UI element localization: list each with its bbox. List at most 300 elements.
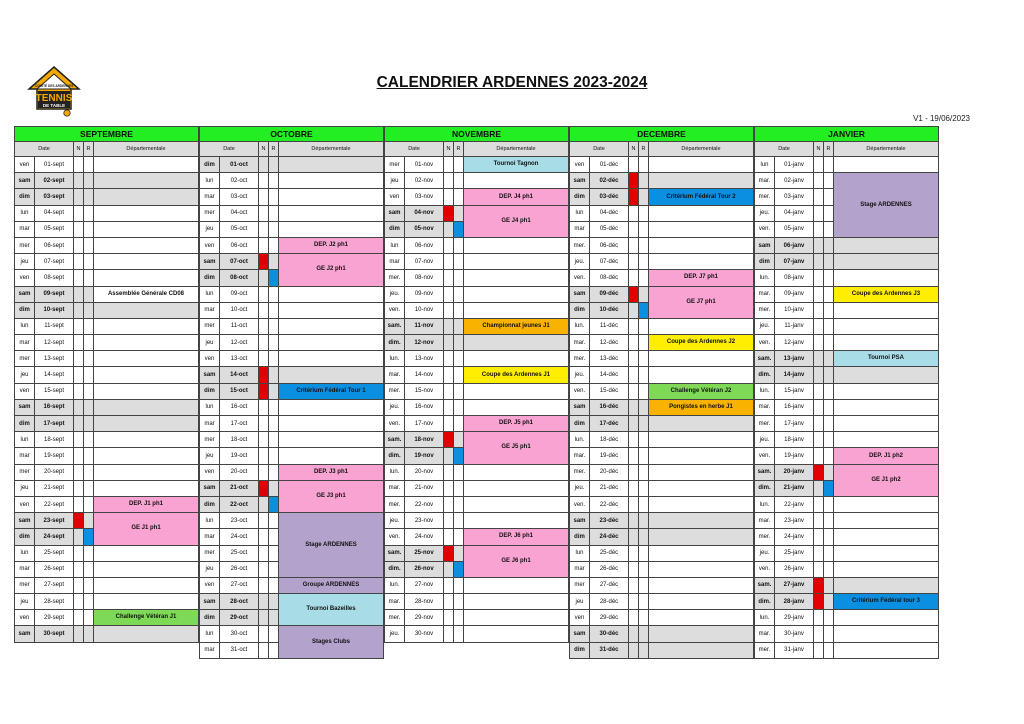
- column-header-date: Date: [385, 142, 444, 157]
- day-name: ven.: [570, 383, 590, 399]
- event-cell-empty: [464, 286, 569, 302]
- day-name: ven: [200, 237, 220, 253]
- r-marker: [269, 610, 279, 626]
- day-name: mer: [570, 577, 590, 593]
- date-cell: 24-sept: [35, 529, 74, 545]
- calendar-row: [15, 545, 939, 561]
- calendar-row: [15, 173, 939, 189]
- r-marker: [639, 432, 649, 448]
- date-cell: 29-sept: [35, 610, 74, 626]
- day-name: sam: [570, 173, 590, 189]
- event-cell-empty: [94, 367, 199, 383]
- day-name: dim.: [755, 367, 775, 383]
- n-marker: [259, 157, 269, 173]
- date-cell: 18-oct: [220, 432, 259, 448]
- day-name: jeu: [15, 480, 35, 496]
- n-marker: [259, 545, 269, 561]
- day-name: ven: [15, 270, 35, 286]
- n-marker: [444, 513, 454, 529]
- date-cell: 07-déc: [590, 254, 629, 270]
- n-marker: [814, 496, 824, 512]
- event-cell-empty: [649, 367, 754, 383]
- date-cell: 08-nov: [405, 270, 444, 286]
- event-cell-empty: [94, 464, 199, 480]
- n-marker: [444, 383, 454, 399]
- event-cell: GE J2 ph1: [279, 254, 384, 286]
- n-marker: [259, 286, 269, 302]
- date-cell: 26-oct: [220, 561, 259, 577]
- r-marker: [824, 642, 834, 658]
- r-marker: [454, 173, 464, 189]
- event-cell-empty: [464, 480, 569, 496]
- event-cell: Tournoi Bazeilles: [279, 594, 384, 626]
- n-marker: [629, 189, 639, 205]
- event-cell: GE J4 ph1: [464, 205, 569, 237]
- date-cell: 26-janv: [775, 561, 814, 577]
- day-name: mer.: [385, 610, 405, 626]
- day-name: mar.: [570, 448, 590, 464]
- day-name: lun: [570, 205, 590, 221]
- date-cell: 29-janv: [775, 610, 814, 626]
- r-marker: [84, 399, 94, 415]
- r-marker: [639, 594, 649, 610]
- n-marker: [444, 529, 454, 545]
- event-cell: Groupe ARDENNES: [279, 577, 384, 593]
- date-cell: 21-nov: [405, 480, 444, 496]
- r-marker: [269, 205, 279, 221]
- r-marker: [639, 480, 649, 496]
- event-cell-empty: [464, 383, 569, 399]
- event-cell-empty: [94, 221, 199, 237]
- r-marker: [269, 594, 279, 610]
- date-cell: 06-nov: [405, 237, 444, 253]
- r-marker: [639, 383, 649, 399]
- n-marker: [259, 302, 269, 318]
- r-marker: [84, 205, 94, 221]
- event-cell: DEP. J2 ph1: [279, 237, 384, 253]
- r-marker: [639, 270, 649, 286]
- date-cell: 13-nov: [405, 351, 444, 367]
- date-cell: 10-janv: [775, 302, 814, 318]
- date-cell: 05-déc: [590, 221, 629, 237]
- date-cell: 18-janv: [775, 432, 814, 448]
- day-name: sam: [570, 286, 590, 302]
- day-name: mer: [200, 545, 220, 561]
- r-marker: [824, 254, 834, 270]
- n-marker: [444, 318, 454, 334]
- event-cell: GE J3 ph1: [279, 480, 384, 512]
- r-marker: [454, 286, 464, 302]
- n-marker: [444, 480, 454, 496]
- n-marker: [814, 270, 824, 286]
- event-cell: DEP. J1 ph1: [94, 496, 199, 512]
- day-name: dim.: [385, 335, 405, 351]
- date-cell: 17-janv: [775, 416, 814, 432]
- r-marker: [84, 189, 94, 205]
- n-marker: [629, 448, 639, 464]
- calendar-row: [15, 642, 939, 658]
- date-cell: 02-sept: [35, 173, 74, 189]
- r-marker: [454, 189, 464, 205]
- date-cell: 11-oct: [220, 318, 259, 334]
- date-cell: 04-nov: [405, 205, 444, 221]
- r-marker: [84, 626, 94, 642]
- n-marker: [629, 432, 639, 448]
- n-marker: [259, 416, 269, 432]
- n-marker: [444, 561, 454, 577]
- n-marker: [444, 496, 454, 512]
- month-header-septembre: SEPTEMBRE: [15, 127, 199, 142]
- event-cell-empty: [279, 286, 384, 302]
- day-name: mar.: [755, 286, 775, 302]
- event-cell-empty: [649, 545, 754, 561]
- event-cell-empty: [94, 561, 199, 577]
- event-cell-empty: [279, 432, 384, 448]
- calendar-row: [15, 286, 939, 302]
- event-cell-empty: [834, 545, 939, 561]
- r-marker: [84, 335, 94, 351]
- day-name: lun: [200, 173, 220, 189]
- r-marker: [824, 157, 834, 173]
- day-name: mer.: [385, 270, 405, 286]
- day-name: ven.: [570, 270, 590, 286]
- event-cell-empty: [94, 432, 199, 448]
- event-cell-empty: [649, 594, 754, 610]
- column-header-departementale: Départementale: [649, 142, 754, 157]
- calendar-row: [15, 513, 939, 529]
- event-cell-empty: [94, 399, 199, 415]
- date-cell: 23-sept: [35, 513, 74, 529]
- day-name: jeu.: [570, 254, 590, 270]
- date-cell: 20-sept: [35, 464, 74, 480]
- day-name: ven: [385, 189, 405, 205]
- r-marker: [824, 270, 834, 286]
- n-marker: [259, 577, 269, 593]
- r-marker: [824, 335, 834, 351]
- day-name: ven.: [755, 221, 775, 237]
- date-cell: 19-sept: [35, 448, 74, 464]
- event-cell: Pongistes en herbe J1: [649, 399, 754, 415]
- date-cell: 10-oct: [220, 302, 259, 318]
- date-cell: 01-nov: [405, 157, 444, 173]
- date-cell: 08-sept: [35, 270, 74, 286]
- date-cell: 29-oct: [220, 610, 259, 626]
- column-header-date: Date: [755, 142, 814, 157]
- n-marker: [259, 318, 269, 334]
- n-marker: [814, 594, 824, 610]
- n-marker: [74, 270, 84, 286]
- event-cell-empty: [834, 302, 939, 318]
- event-cell-empty: [649, 254, 754, 270]
- n-marker: [629, 286, 639, 302]
- day-name: mar.: [385, 367, 405, 383]
- date-cell: 22-déc: [590, 496, 629, 512]
- day-name: dim: [570, 416, 590, 432]
- r-marker: [84, 416, 94, 432]
- n-marker: [74, 351, 84, 367]
- event-cell-empty: [649, 351, 754, 367]
- n-marker: [259, 173, 269, 189]
- event-cell-empty: [464, 464, 569, 480]
- day-name: mar: [570, 221, 590, 237]
- r-marker: [824, 529, 834, 545]
- r-marker: [824, 594, 834, 610]
- day-name: mer: [15, 577, 35, 593]
- day-name: lun.: [755, 270, 775, 286]
- date-cell: 04-janv: [775, 205, 814, 221]
- n-marker: [629, 254, 639, 270]
- date-cell: 31-janv: [775, 642, 814, 658]
- date-cell: 24-nov: [405, 529, 444, 545]
- day-name: jeu.: [570, 480, 590, 496]
- day-name: dim: [200, 157, 220, 173]
- n-marker: [74, 594, 84, 610]
- calendar-grid: [14, 126, 939, 659]
- day-name: jeu.: [755, 432, 775, 448]
- date-cell: 15-sept: [35, 383, 74, 399]
- event-cell-empty: [279, 205, 384, 221]
- r-marker: [639, 286, 649, 302]
- day-name: jeu.: [570, 367, 590, 383]
- n-marker: [74, 513, 84, 529]
- event-cell-empty: [649, 529, 754, 545]
- date-cell: 07-oct: [220, 254, 259, 270]
- day-name: ven: [200, 351, 220, 367]
- date-cell: 12-oct: [220, 335, 259, 351]
- date-cell: 27-déc: [590, 577, 629, 593]
- r-marker: [269, 383, 279, 399]
- n-marker: [259, 399, 269, 415]
- n-marker: [444, 254, 454, 270]
- date-cell: 14-nov: [405, 367, 444, 383]
- r-marker: [639, 464, 649, 480]
- n-marker: [259, 270, 269, 286]
- column-header-departementale: Départementale: [279, 142, 384, 157]
- event-cell-empty: [94, 237, 199, 253]
- n-marker: [74, 480, 84, 496]
- date-cell: 16-sept: [35, 399, 74, 415]
- date-cell: 03-janv: [775, 189, 814, 205]
- n-marker: [629, 157, 639, 173]
- event-cell-empty: [279, 157, 384, 173]
- r-marker: [639, 610, 649, 626]
- date-cell: 13-déc: [590, 351, 629, 367]
- n-marker: [814, 399, 824, 415]
- event-cell-empty: [464, 173, 569, 189]
- event-cell-empty: [649, 448, 754, 464]
- day-name: sam.: [755, 464, 775, 480]
- r-marker: [454, 318, 464, 334]
- n-marker: [444, 157, 454, 173]
- n-marker: [444, 270, 454, 286]
- r-marker: [454, 432, 464, 448]
- date-cell: 19-déc: [590, 448, 629, 464]
- r-marker: [269, 286, 279, 302]
- day-name: mar.: [385, 480, 405, 496]
- date-cell: 28-nov: [405, 594, 444, 610]
- day-name: dim: [200, 383, 220, 399]
- n-marker: [629, 594, 639, 610]
- n-marker: [259, 448, 269, 464]
- n-marker: [814, 577, 824, 593]
- day-name: mer.: [755, 302, 775, 318]
- r-marker: [269, 173, 279, 189]
- month-header-decembre: DECEMBRE: [570, 127, 754, 142]
- n-marker: [74, 432, 84, 448]
- date-cell: 05-sept: [35, 221, 74, 237]
- r-marker: [454, 480, 464, 496]
- day-name: jeu: [200, 448, 220, 464]
- r-marker: [824, 189, 834, 205]
- event-cell-empty: [649, 480, 754, 496]
- date-cell: 08-janv: [775, 270, 814, 286]
- date-cell: 09-sept: [35, 286, 74, 302]
- day-name: ven: [200, 577, 220, 593]
- event-cell-empty: [94, 189, 199, 205]
- r-marker: [639, 642, 649, 658]
- r-marker: [84, 496, 94, 512]
- r-marker: [84, 302, 94, 318]
- date-cell: 25-déc: [590, 545, 629, 561]
- n-marker: [74, 383, 84, 399]
- r-marker: [84, 480, 94, 496]
- event-cell-empty: [464, 577, 569, 593]
- event-cell-empty: [464, 610, 569, 626]
- n-marker: [74, 561, 84, 577]
- n-marker: [629, 367, 639, 383]
- r-marker: [454, 270, 464, 286]
- r-marker: [824, 383, 834, 399]
- date-cell: 18-déc: [590, 432, 629, 448]
- r-marker: [824, 561, 834, 577]
- day-name: sam.: [385, 545, 405, 561]
- n-marker: [629, 173, 639, 189]
- n-marker: [814, 610, 824, 626]
- r-marker: [454, 237, 464, 253]
- column-header-n: N: [814, 142, 824, 157]
- n-marker: [259, 432, 269, 448]
- n-marker: [74, 610, 84, 626]
- day-name: mer.: [570, 351, 590, 367]
- n-marker: [629, 513, 639, 529]
- n-marker: [629, 270, 639, 286]
- n-marker: [74, 173, 84, 189]
- r-marker: [639, 496, 649, 512]
- date-cell: 11-janv: [775, 318, 814, 334]
- date-cell: 29-nov: [405, 610, 444, 626]
- event-cell-empty: [649, 157, 754, 173]
- day-name: mer.: [570, 237, 590, 253]
- n-marker: [814, 367, 824, 383]
- event-cell: Championnat jeunes J1: [464, 318, 569, 334]
- n-marker: [259, 642, 269, 658]
- r-marker: [269, 237, 279, 253]
- date-cell: 04-oct: [220, 205, 259, 221]
- date-cell: 16-janv: [775, 399, 814, 415]
- column-header-r: R: [824, 142, 834, 157]
- date-cell: 04-sept: [35, 205, 74, 221]
- event-cell-empty: [649, 221, 754, 237]
- day-name: mer: [200, 205, 220, 221]
- r-marker: [454, 464, 464, 480]
- event-cell-empty: [279, 189, 384, 205]
- date-cell: 17-sept: [35, 416, 74, 432]
- n-marker: [444, 302, 454, 318]
- n-marker: [629, 351, 639, 367]
- date-cell: 15-oct: [220, 383, 259, 399]
- event-cell-empty: [649, 610, 754, 626]
- day-name: dim: [15, 189, 35, 205]
- n-marker: [259, 496, 269, 512]
- date-cell: 08-oct: [220, 270, 259, 286]
- day-name: mer.: [755, 642, 775, 658]
- r-marker: [269, 302, 279, 318]
- day-name: mer: [385, 157, 405, 173]
- r-marker: [454, 416, 464, 432]
- event-cell-empty: [279, 302, 384, 318]
- date-cell: 18-sept: [35, 432, 74, 448]
- event-cell: Tournoi PSA: [834, 351, 939, 367]
- n-marker: [444, 221, 454, 237]
- r-marker: [84, 367, 94, 383]
- r-marker: [639, 561, 649, 577]
- r-marker: [269, 464, 279, 480]
- day-name: dim: [200, 610, 220, 626]
- event-cell-empty: [834, 529, 939, 545]
- date-cell: 24-oct: [220, 529, 259, 545]
- day-name: jeu: [15, 254, 35, 270]
- event-cell: Coupe des Ardennes J3: [834, 286, 939, 302]
- event-cell: GE J1 ph2: [834, 464, 939, 496]
- r-marker: [454, 157, 464, 173]
- n-marker: [444, 594, 454, 610]
- column-header-n: N: [444, 142, 454, 157]
- date-cell: 02-oct: [220, 173, 259, 189]
- n-marker: [444, 286, 454, 302]
- day-name: sam: [15, 286, 35, 302]
- event-cell: GE J6 ph1: [464, 545, 569, 577]
- r-marker: [639, 302, 649, 318]
- r-marker: [639, 205, 649, 221]
- date-cell: 21-janv: [775, 480, 814, 496]
- date-cell: 03-nov: [405, 189, 444, 205]
- date-cell: 09-janv: [775, 286, 814, 302]
- event-cell-empty: [464, 513, 569, 529]
- r-marker: [269, 270, 279, 286]
- day-name: mer.: [755, 189, 775, 205]
- r-marker: [824, 545, 834, 561]
- date-cell: 24-déc: [590, 529, 629, 545]
- r-marker: [84, 561, 94, 577]
- calendar-row: [15, 399, 939, 415]
- event-cell-empty: [279, 173, 384, 189]
- r-marker: [84, 254, 94, 270]
- event-cell-empty: [834, 577, 939, 593]
- event-cell-empty: [464, 270, 569, 286]
- n-marker: [74, 626, 84, 642]
- date-cell: 25-sept: [35, 545, 74, 561]
- event-cell-empty: [649, 496, 754, 512]
- n-marker: [259, 351, 269, 367]
- r-marker: [84, 448, 94, 464]
- day-name: lun: [200, 286, 220, 302]
- event-cell-empty: [94, 205, 199, 221]
- n-marker: [259, 480, 269, 496]
- day-name: mer: [200, 432, 220, 448]
- date-cell: 11-déc: [590, 318, 629, 334]
- date-cell: 10-sept: [35, 302, 74, 318]
- day-name: ven.: [570, 496, 590, 512]
